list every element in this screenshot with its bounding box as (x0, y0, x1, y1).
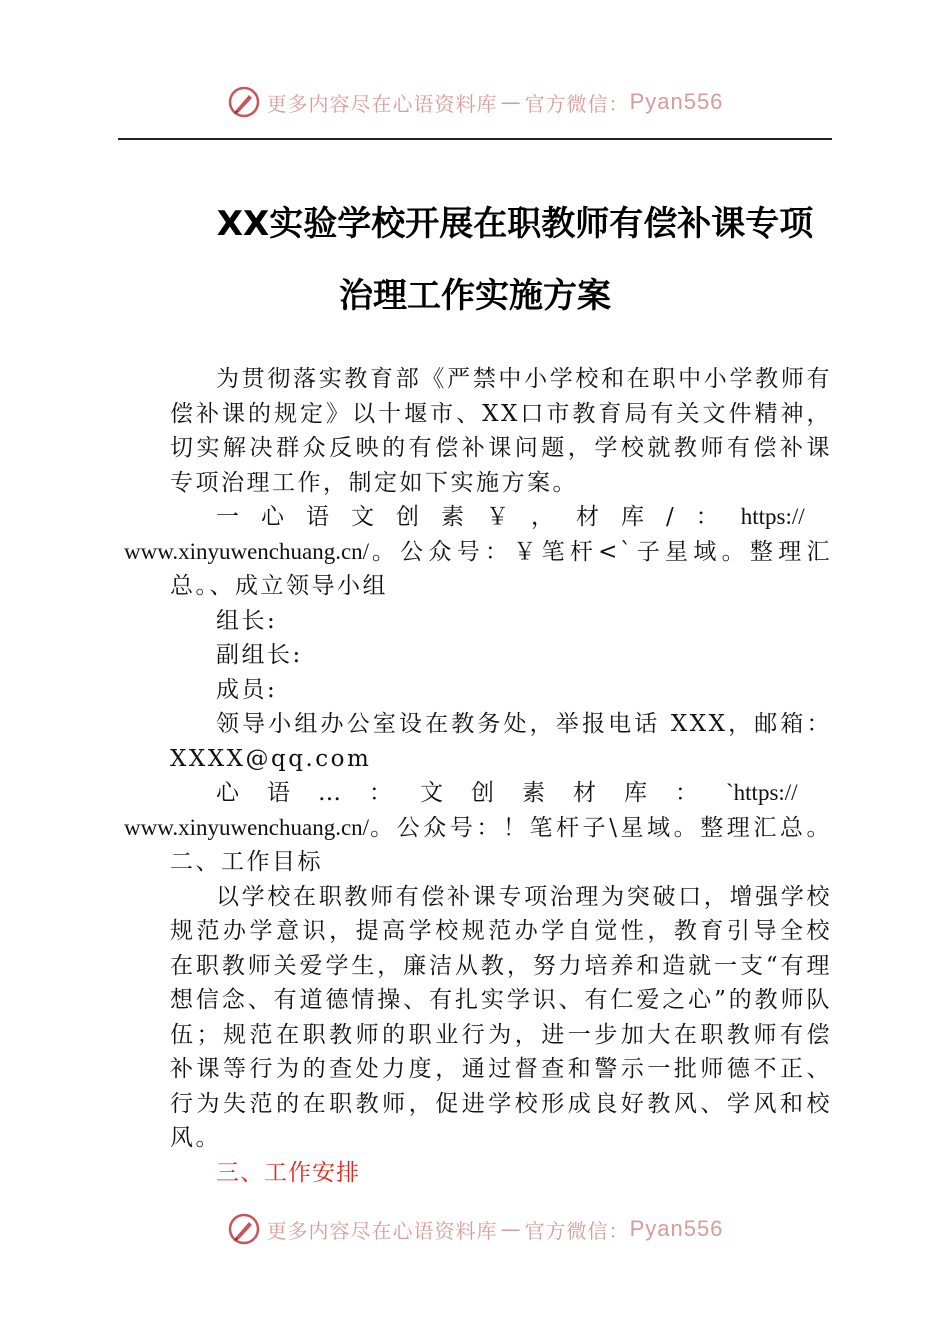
ad-2-tail: 。公众号：！笔杆子\星域。整理汇总。二、工作目标 (170, 814, 832, 875)
watermark-dash: — (500, 90, 522, 114)
document-title-line-2: 治理工作实施方案 (339, 276, 611, 316)
watermark-site-text: 更多内容尽在心语资料库 (266, 1218, 498, 1243)
paragraph-ad-1 (124, 500, 832, 604)
ad-1-text: 一心语文创素￥，材库/： (216, 504, 741, 530)
watermark-wechat-id: Pyan556 (629, 89, 724, 114)
watermark-site-text: 更多内容尽在心语资料库 (266, 91, 498, 116)
paragraph-ad-2 (124, 776, 832, 880)
ad-2-url-prefix: `https:// (726, 780, 798, 805)
ad-2-url: www.xinyuwenchuang.cn/ (124, 814, 370, 840)
paragraph-vice-leader: 副组长: (216, 642, 303, 668)
pen-logo-icon (227, 85, 261, 119)
ad-1-tail: 。公众号：￥笔杆<`子星域。整理汇总。、成立领导小组 (170, 538, 832, 599)
paragraph-leader: 组长: (216, 607, 278, 634)
watermark-wechat-label: 官方微信： (524, 91, 630, 116)
ad-2-text: 心语…：文创素材库： (216, 780, 726, 806)
document-title-line-1: XX实验学校开展在职教师有偿补课专项 (216, 204, 814, 244)
header-divider (118, 138, 832, 140)
paragraph-members: 成员: (216, 676, 278, 703)
paragraph-intro: 为贯彻落实教育部《严禁中小学校和在职中小学教师有偿补课的规定》以十堰市、XX口市教育局有关文件精神，切实解决群众反映的有偿补课问题，学校就教师有偿补课专项治理工作，制定如下实施方案。 (170, 366, 832, 496)
paragraph-goal: 以学校在职教师有偿补课专项治理为突破口，增强学校规范办学意识，提高学校规范办学自觉性，教育引导全校在职教师关爱学生，廉洁从教，努力培养和造就一支“有理想信念、有道德情操、有扎实学识、有仁爱之心”的教师队伍；规范在职教师的职业行为，进一步加大在职教师有偿补课等行为的查处力度，通过督查和警示一批师德不正、行为失范的在职教师，促进学校形成良好教风、学风和校风。 (170, 883, 832, 1151)
watermark-wechat-label: 官方微信： (524, 1218, 630, 1243)
paragraph-office: 领导小组办公室设在教务处，举报电话 XXX，邮箱：XXXX@qq.com (170, 711, 832, 772)
header-watermark (0, 80, 950, 124)
ad-1-url: www.xinyuwenchuang.cn/ (124, 538, 370, 564)
document-body (124, 362, 832, 1190)
watermark-wechat-id: Pyan556 (629, 1216, 724, 1241)
section-heading-work-arrangement: 三、工作安排 (216, 1159, 360, 1186)
footer-watermark (0, 1207, 950, 1251)
pen-logo-icon (227, 1212, 261, 1246)
ad-1-url-prefix: https:// (740, 504, 805, 529)
watermark-dash: — (500, 1217, 522, 1241)
